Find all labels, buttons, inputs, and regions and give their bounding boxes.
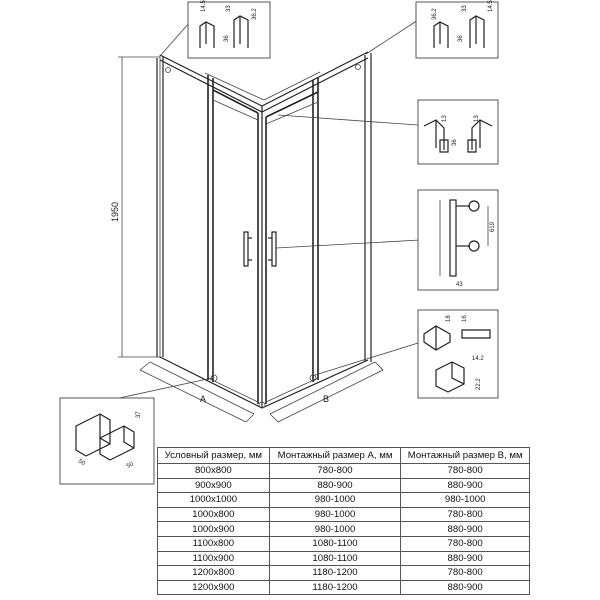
detail-bl-dim-1: 37 — [136, 411, 142, 418]
detail-hinge-dim-3: 36 — [452, 139, 458, 146]
detail-bottom-right — [418, 310, 498, 398]
side-b-label: B — [323, 394, 330, 404]
table-row — [158, 478, 530, 493]
cell-nominal-size: 1000x900 — [158, 522, 270, 537]
detail-handle-length: 619 — [490, 221, 496, 232]
detail-hinge-dim-2: 13 — [474, 115, 480, 122]
header-mount-size-b: Монтажный размер B, мм — [401, 448, 530, 464]
detail-br-dim-1: 18 — [446, 315, 452, 322]
cell-mount-size-a: 1180-1200 — [269, 566, 401, 581]
detail-handle — [418, 190, 498, 290]
detail-tl-dim-4: 36 — [224, 35, 230, 42]
header-nominal-size: Условный размер, мм — [158, 448, 270, 464]
detail-top-left — [188, 0, 270, 58]
detail-tr-dim-1: 36.2 — [432, 8, 438, 20]
cell-mount-size-a: 980-1000 — [269, 507, 401, 522]
cell-nominal-size: 1200x900 — [158, 580, 270, 595]
side-a-label: A — [200, 394, 207, 404]
cell-mount-size-a: 880-900 — [269, 478, 401, 493]
table-row — [158, 566, 530, 581]
table-row — [158, 551, 530, 566]
table-row — [158, 493, 530, 508]
size-table — [157, 447, 530, 595]
detail-top-right — [416, 0, 498, 58]
cell-nominal-size: 1000x800 — [158, 507, 270, 522]
detail-bottom-left — [60, 398, 154, 484]
table-row — [158, 536, 530, 551]
cell-mount-size-b: 780-800 — [401, 566, 530, 581]
detail-br-dim-4: 22.2 — [476, 378, 482, 390]
table-row — [158, 580, 530, 595]
cell-nominal-size: 1100x900 — [158, 551, 270, 566]
detail-tl-dim-1: 14.5 — [201, 0, 207, 12]
cell-mount-size-b: 880-900 — [401, 580, 530, 595]
detail-handle-depth: 43 — [456, 282, 463, 288]
detail-br-dim-2: 16 — [462, 315, 468, 322]
cell-mount-size-b: 880-900 — [401, 478, 530, 493]
cell-nominal-size: 800x800 — [158, 464, 270, 479]
cell-mount-size-b: 780-800 — [401, 464, 530, 479]
cell-mount-size-a: 980-1000 — [269, 522, 401, 537]
detail-br-dim-3: 14.2 — [472, 356, 484, 362]
cell-nominal-size: 1200x800 — [158, 566, 270, 581]
table-header-row — [158, 448, 530, 464]
table-row — [158, 464, 530, 479]
cell-mount-size-b: 880-900 — [401, 522, 530, 537]
cell-mount-size-a: 1080-1100 — [269, 536, 401, 551]
detail-tr-dim-2: 33 — [462, 5, 468, 12]
detail-tl-dim-3: 36.2 — [252, 8, 258, 20]
cell-nominal-size: 900x900 — [158, 478, 270, 493]
detail-hinge — [418, 100, 498, 164]
detail-tr-dim-3: 14.5 — [488, 0, 494, 12]
cell-mount-size-a: 1180-1200 — [269, 580, 401, 595]
cell-nominal-size: 1000x1000 — [158, 493, 270, 508]
detail-hinge-dim-1: 13 — [442, 115, 448, 122]
cell-mount-size-b: 880-900 — [401, 551, 530, 566]
table-row — [158, 522, 530, 537]
table-row — [158, 507, 530, 522]
header-mount-size-a: Монтажный размер А, мм — [269, 448, 401, 464]
height-label: 1950 — [110, 201, 120, 223]
cell-mount-size-b: 980-1000 — [401, 493, 530, 508]
detail-tr-dim-4: 36 — [458, 35, 464, 42]
cell-mount-size-a: 1080-1100 — [269, 551, 401, 566]
shower-cabin-body — [157, 52, 371, 408]
detail-bl-dim-3: 50 — [126, 461, 135, 470]
cell-mount-size-b: 780-800 — [401, 536, 530, 551]
detail-tl-dim-2: 33 — [226, 5, 232, 12]
detail-bl-dim-2: 50 — [77, 458, 86, 468]
cell-mount-size-a: 980-1000 — [269, 493, 401, 508]
height-dimension — [110, 57, 160, 357]
cell-nominal-size: 1100x800 — [158, 536, 270, 551]
cell-mount-size-b: 780-800 — [401, 507, 530, 522]
cell-mount-size-a: 780-800 — [269, 464, 401, 479]
